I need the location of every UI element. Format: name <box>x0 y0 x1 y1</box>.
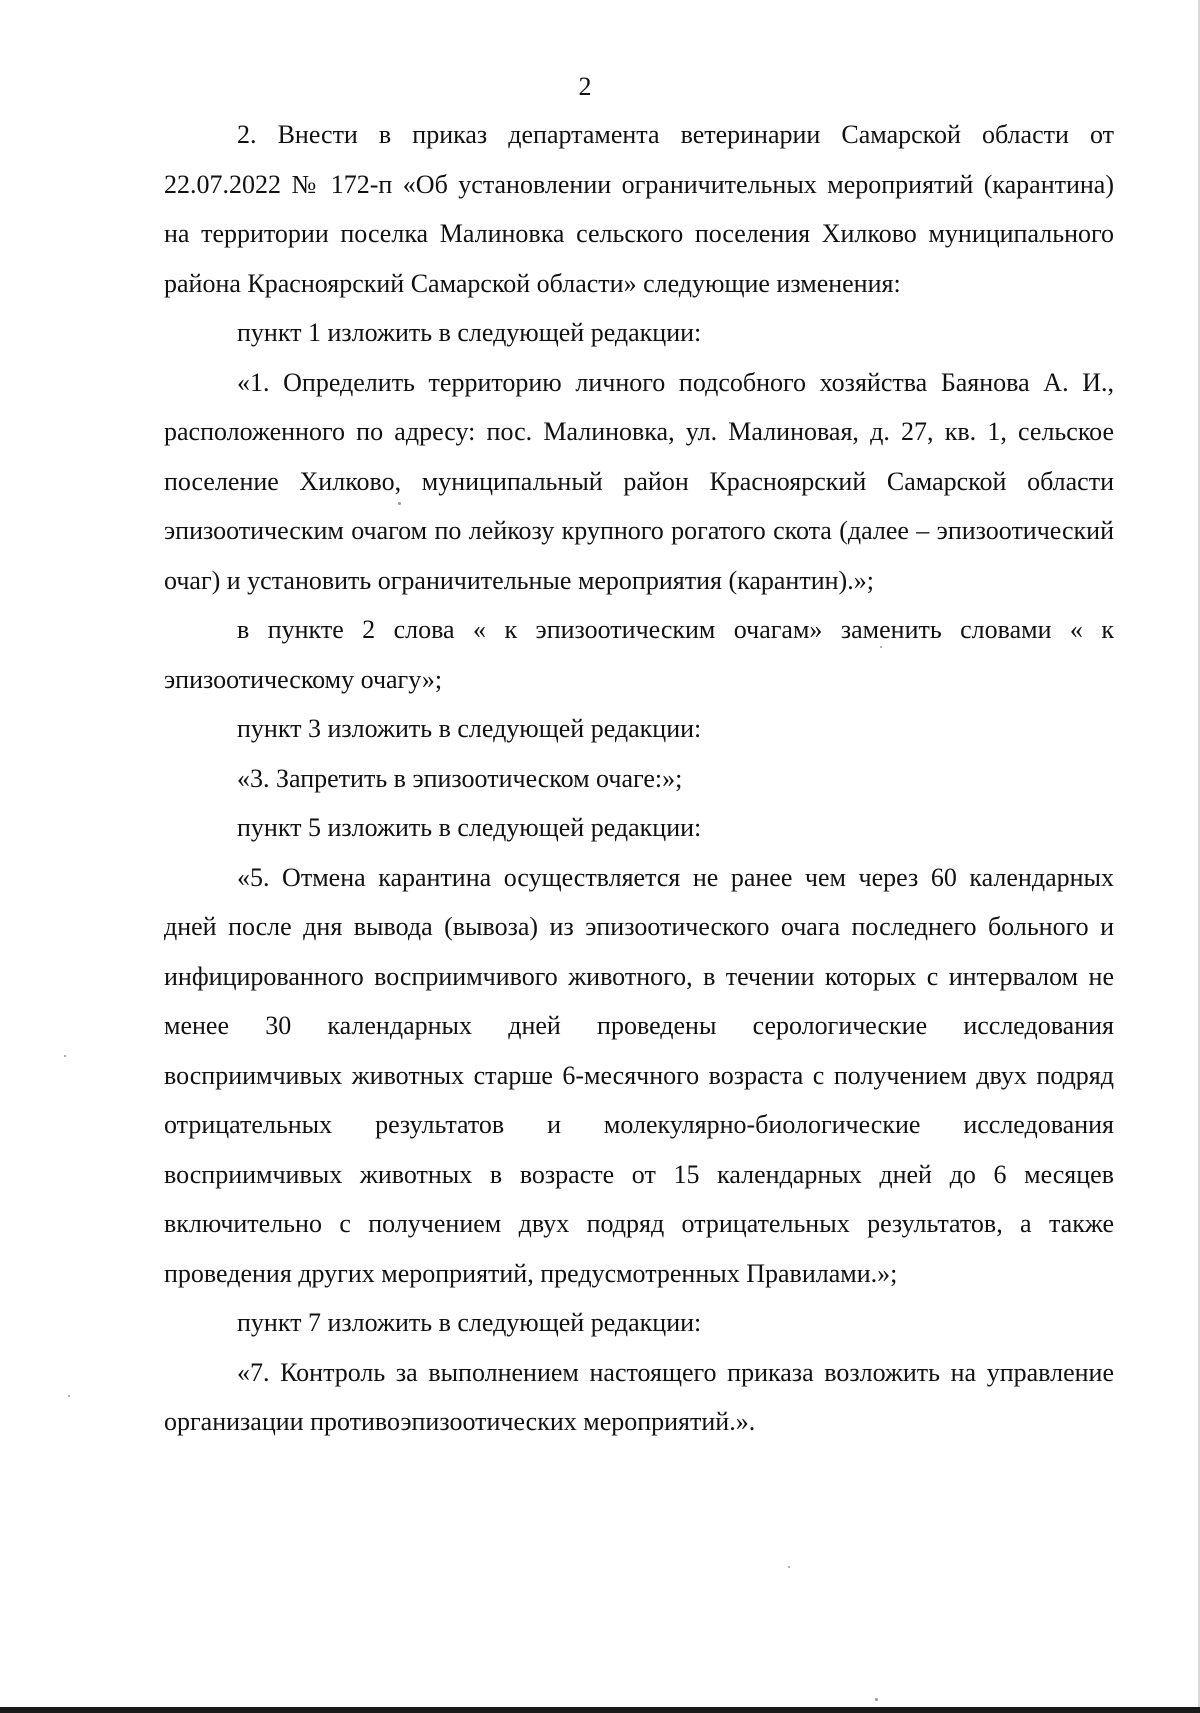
document-body <box>164 110 1114 1447</box>
scan-speck <box>875 1698 878 1701</box>
paragraph-point-2-change: в пункте 2 слова « к эпизоотическим очагам» заменить словами « к эпизоотическому очагу»; <box>164 615 1114 694</box>
paragraph-point-1-heading: пункт 1 изложить в следующей редакции: <box>237 318 702 347</box>
paragraph-point-3-heading: пункт 3 изложить в следующей редакции: <box>237 714 702 743</box>
paragraph-point-3-text: «3. Запретить в эпизоотическом очаге:»; <box>237 763 683 793</box>
paragraph-point-5-heading: пункт 5 изложить в следующей редакции: <box>237 813 702 842</box>
scan-speck <box>68 1395 70 1397</box>
scan-speck <box>880 646 882 648</box>
paragraph-point-1-text: «1. Определить территорию личного подсобного хозяйства Баянова А. И., расположенного по адресу: пос. Малиновка, ул. Малиновая, д. 27, кв. 1, сельское поселение Хилково, муниципальный район Красноярский Самарской области эпизоотическим очагом по лейкозу крупного рогатого скота (далее – эпизоотический очаг) и установить ограничительные мероприятия (карантин).»; <box>164 367 1114 595</box>
page-number: 2 <box>578 72 592 101</box>
scan-speck <box>788 1566 790 1568</box>
scan-edge <box>0 1707 1200 1713</box>
paragraph-point-7-heading: пункт 7 изложить в следующей редакции: <box>237 1308 702 1337</box>
paragraph-amendment-intro: 2. Внести в приказ департамента ветеринарии Самарской области от 22.07.2022 № 172-п «Об установлении ограничительных мероприятий (карантина) на территории поселка Малиновка сельского поселения Хилково муниципального района Красноярский Самарской области» следующие изменения: <box>164 120 1114 298</box>
scan-speck <box>64 1055 66 1057</box>
scan-speck <box>398 502 401 505</box>
paragraph-point-5-text: «5. Отмена карантина осуществляется не ранее чем через 60 календарных дней после дня вывода (вывоза) из эпизоотического очага последнего больного и инфицированного восприимчивого животного, в течении которых с интервалом не менее 30 календарных дней проведены серологические исследования восприимчивых животных старше 6-месячного возраста с получением двух подряд отрицательных результатов и молекулярно-биологические исследования восприимчивых животных в возрасте от 15 календарных дней до 6 месяцев включительно с получением двух подряд отрицательных результатов, а также проведения других мероприятий, предусмотренных Правилами.»; <box>164 862 1114 1288</box>
paragraph-point-7-text: «7. Контроль за выполнением настоящего приказа возложить на управление организации противоэпизоотических мероприятий.». <box>164 1357 1114 1436</box>
